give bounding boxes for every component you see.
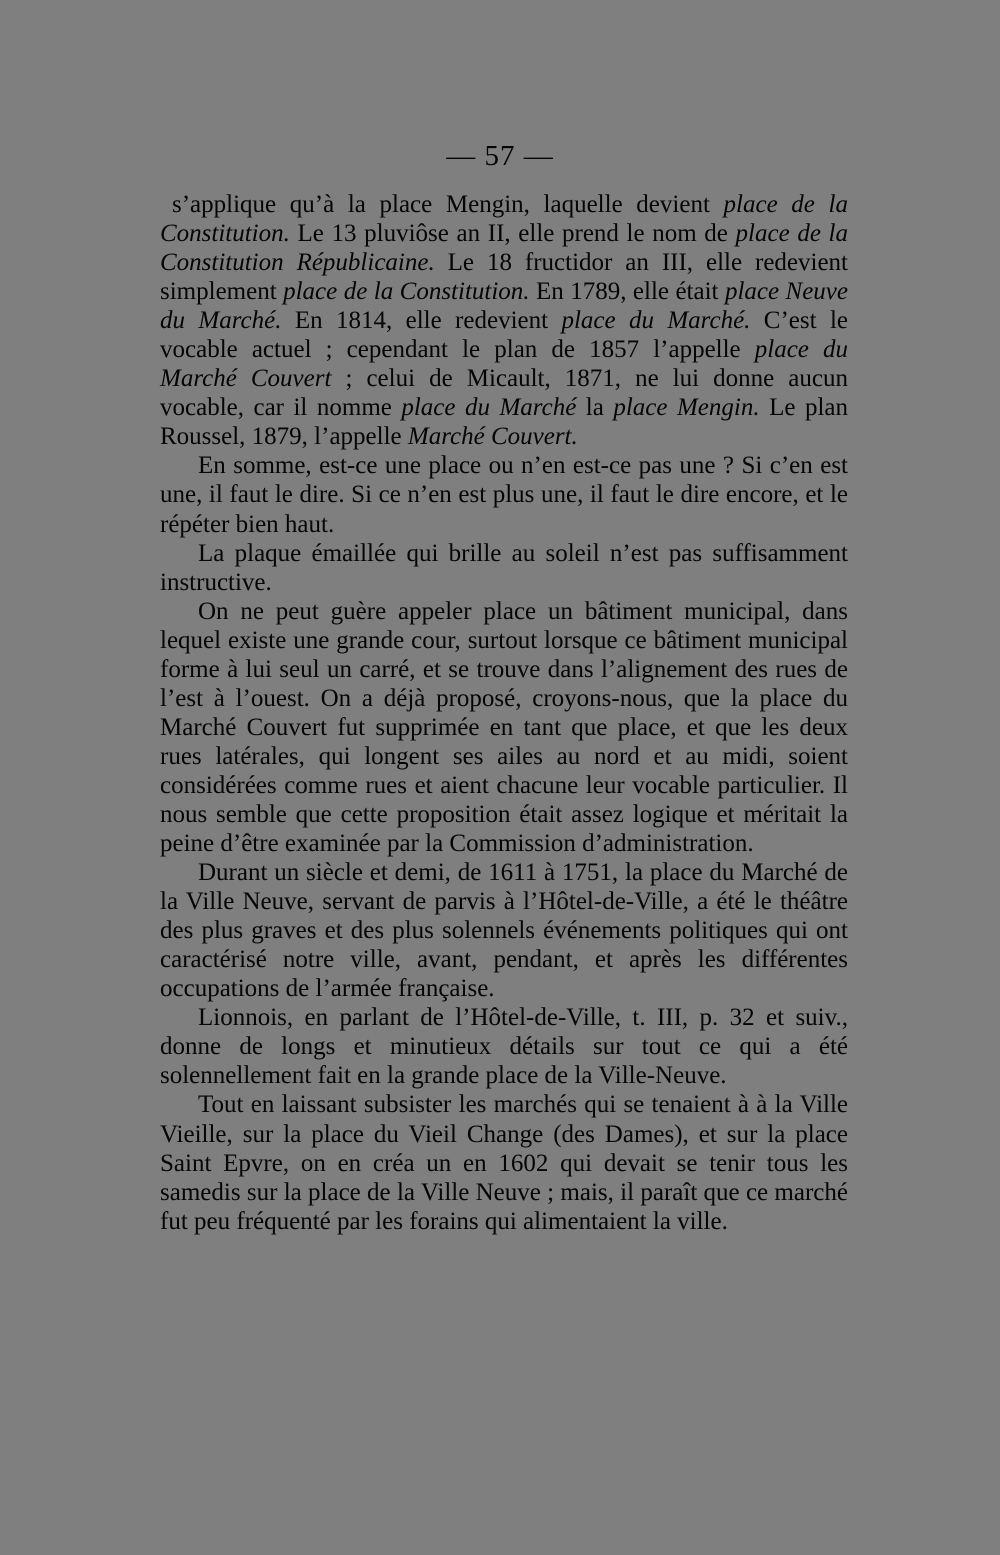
paragraph-2 [160, 451, 848, 538]
italic-text: place de la Constitution. [160, 191, 848, 248]
paragraph-6 [160, 1003, 848, 1090]
italic-text: place Mengin. [613, 394, 760, 422]
paragraph-4 [160, 597, 848, 858]
italic-text: place du Marché Couvert [160, 336, 849, 393]
body-text-run: s’applique qu’à la place Mengin, laquelle devient [172, 191, 724, 218]
body-text-run: la [576, 394, 614, 422]
italic-text: place de la Constitution Républicaine. [160, 220, 848, 277]
body-text-run: La plaque émaillée qui brille au soleil n’est pas suffisamment instructive. [160, 539, 848, 596]
italic-text: Marché Couvert. [407, 423, 578, 451]
page-number: — 57 — [446, 140, 554, 172]
body-text-run: Tout en laissant subsister les marchés qui se tenaient à à la Ville Vieille, sur la place du Vieil Change (des Dames), et sur la place Saint Epvre, on en créa un en 1602 qui devait se tenir tous les samedis sur la place de la Ville Neuve ; mais, il paraît que ce marché fut peu fréquenté par les forains qui alimentaient la ville. [160, 1091, 848, 1235]
body-text-run: Le 13 pluviôse an II, elle prend le nom de [289, 220, 736, 248]
body-text-run: Le 18 fructidor an III, elle redevient simplement [160, 249, 848, 306]
body-text-run: En somme, est-ce une place ou n’en est-ce pas une ? Si c’en est une, il faut le dire. Si ce n’en est plus une, il faut le dire encore, et le répéter bien haut. [160, 452, 848, 538]
italic-text: place de la Constitution. [283, 278, 530, 306]
body-text-run: ; celui de Micault, 1871, ne lui donne aucun vocable, car il nomme [160, 365, 848, 422]
paragraph-5 [160, 858, 848, 1003]
body-text-run: En 1789, elle était [529, 278, 725, 306]
italic-text: place Neuve du Marché. [160, 278, 848, 335]
body-text [160, 190, 848, 1236]
paragraph-1 [160, 190, 848, 451]
body-text-run: On ne peut guère appeler place un bâtiment municipal, dans lequel existe une grande cour, surtout lorsque ce bâtiment municipal forme à lui seul un carré, et se trouve dans l’alignement des rues de l’est à l’ouest. On a déjà proposé, croyons-nous, que la place du Marché Couvert fut supprimée en tant que place, et que les deux rues latérales, qui longent ses ailes au nord et au midi, soient considérées comme rues et aient chacune leur vocable particulier. Il nous semble que cette proposition était assez logique et méritait la peine d’être examinée par la Commission d’administration. [160, 597, 848, 858]
body-text-run: C’est le vocable actuel ; cependant le plan de 1857 l’appelle [160, 307, 848, 364]
paragraph-3 [160, 539, 848, 597]
body-text-run: Durant un siècle et demi, de 1611 à 1751, la place du Marché de la Ville Neuve, servant de parvis à l’Hôtel-de-Ville, a été le théâtre des plus graves et des plus solennels événements politiques qui ont caractérisé notre ville, avant, pendant, et après les différentes occupations de l’armée française. [160, 859, 848, 1003]
body-text-run: Le plan Roussel, 1879, l’appelle [160, 394, 848, 451]
body-text-run: En 1814, elle redevient [281, 307, 562, 335]
italic-text: place du Marché. [561, 307, 751, 335]
italic-text: place du Marché [401, 394, 577, 422]
paragraph-7 [160, 1090, 848, 1235]
body-text-run: Lionnois, en parlant de l’Hôtel-de-Ville, t. III, p. 32 et suiv., donne de longs et minutieux détails sur tout ce qui a été solennellement fait en la grande place de la Ville-Neuve. [160, 1004, 848, 1090]
